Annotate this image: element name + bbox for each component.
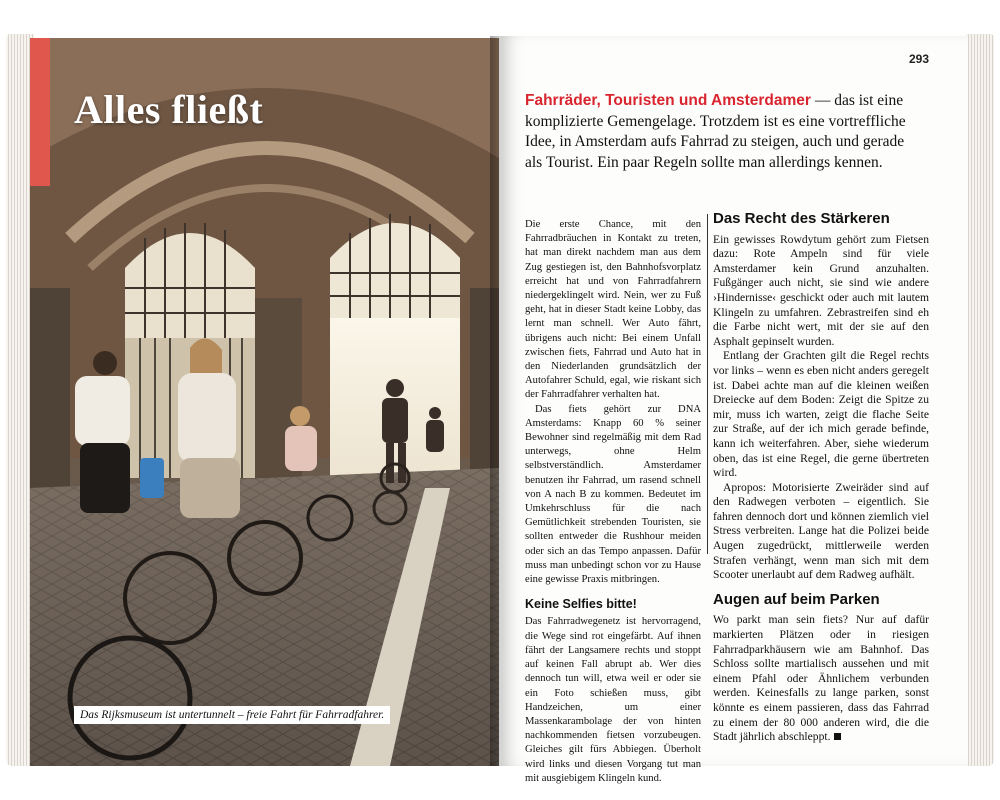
chapter-red-bar — [30, 38, 50, 186]
sidebar-column — [525, 218, 701, 786]
main-paragraph-last — [713, 613, 929, 744]
main-paragraph: Entlang der Grachten gilt die Regel rechts vor links – wenn es eben nicht anders geregelt ist. Dabei achte man auf die kleinen weißen Dreiecke auf dem Boden: Zeigt die Spitze zu mir, muss ich warten, zeigt die flache Seite zur Straße, auf der ich mich gerade befinde, kann ich weiterfahren. Aber, siehe wiederum oben, das ist eine Regel, die gerne übertreten wird. — [713, 349, 929, 480]
main-column — [713, 212, 929, 745]
chapter-title: Alles fließt — [74, 87, 264, 132]
page-stack-right — [966, 34, 994, 766]
main-paragraph-text: Wo parkt man sein fiets? Nur auf dafür markierten Plätzen oder in riesigen Fahrradparkhäusern wie am Bahnhof. Das Schloss sollte martialisch aussehen und mit einem Pfahl oder Ähnlichem verbunden werden. Keinesfalls zu lange parken, sonst könnte es einem passieren, dass das Fahrrad zu einem der 80 000 anderen wird, die die Stadt jährlich abschleppt. — [713, 613, 929, 744]
intro-lead: Fahrräder, Touristen und Amsterdamer — [525, 92, 811, 109]
right-page — [501, 36, 968, 784]
page-number: 293 — [909, 52, 930, 66]
section-heading: Augen auf beim Parken — [713, 590, 880, 608]
sidebar-heading: Keine Selfies bitte! — [525, 597, 637, 612]
photo-caption: Das Rijksmuseum ist untertunnelt – freie Fahrt für Fahrradfahrer. — [74, 706, 390, 724]
main-paragraph: Ein gewisses Rowdytum gehört zum Fietsen dazu: Rote Ampeln sind für viele Amsterdamer kein Grund anzuhalten. Fußgänger auch nicht, sie sind wie andere ›Hindernisse‹ geschickt oder auch mit lautem Klingeln zu umfahren. Zebrastreifen sind eh die Farbe nicht wert, mit der sie auf den Asphalt gepinselt wurden. — [713, 232, 929, 348]
column-divider — [707, 214, 708, 554]
end-of-article-square-icon — [834, 733, 841, 740]
sidebar-paragraph: Die erste Chance, mit den Fahrradbräuchen in Kontakt zu treten, hat man direkt nachdem man aus dem Zug gestiegen ist, den Bahnhofsvorplatz erreicht hat und von Fahrradfahrern niedergeklingelt wird. Nein, wer zu Fuß geht, hat in dieser Stadt keine Lobby, das lernt man schnell. Wer Auto fährt, übrigens auch nicht: Bei einem Unfall zwischen fiets, Fahrrad und Auto hat in den Niederlanden grundsätzlich der Autofahrer Schuld, egal, wie riskant sich der Fahrradfahrer verhalten hat. — [525, 219, 701, 401]
main-paragraph: Apropos: Motorisierte Zweiräder sind auf den Radwegen verboten – eigentlich. Sie fahren dennoch dort und können ziemlich viel Stress verbreiten. Lange hat die Polizei beide Augen zugedrückt, mittlerweile werden Strafen verhängt, wenn man sich mit dem Scooter unerlaubt auf dem Radweg aufhält. — [713, 480, 929, 582]
intro-text: — das ist eine komplizierte Gemengelage. Trotzdem ist es eine vortreffliche Idee, in Amsterdam aufs Fahrrad zu steigen, auch und gerade als Tourist. Ein paar Regeln sollte man allerdings kennen. — [525, 92, 906, 171]
sidebar-paragraph: Das fiets gehört zur DNA Amsterdams: Knapp 60 % seiner Bewohner sind regelmäßig mit dem Rad unterwegs, ohne Helm selbstverständlich. Amsterdamer benutzen ihr Fahrrad, um rasend schnell von A nach B zu kommen. Bedeutet im Umkehrschluss für die nach Gemütlichkeit strebenden Touristen, sie sollten entweder die Rushhour meiden oder sich an das Tempo anpassen. Dafür muss man unbedingt schon vor zu Hause eine gewisse Praxis mitbringen. — [525, 403, 701, 586]
photo-illustration — [30, 38, 499, 766]
section-heading: Das Recht des Stärkeren — [713, 210, 890, 227]
intro-paragraph — [525, 91, 920, 173]
sidebar-paragraph: Das Fahrradwegenetz ist hervorragend, die Wege sind rot eingefärbt. Auf ihnen fährt der Langsamere rechts und stoppt auf keinen Fall abrupt ab. Wer dies dennoch tun will, etwa weil er oder sie ein Foto schießen muss, gibt Handzeichen, um einer Massenkarambolage der von hinten nachkommenden fietsen vorzubeugen. Gleiches gilt fürs Abbiegen. Überholt wird links und diesen Vorgang tut man mit ausgiebigem Klingeln kund. — [525, 616, 701, 784]
left-page-photo — [30, 38, 499, 766]
